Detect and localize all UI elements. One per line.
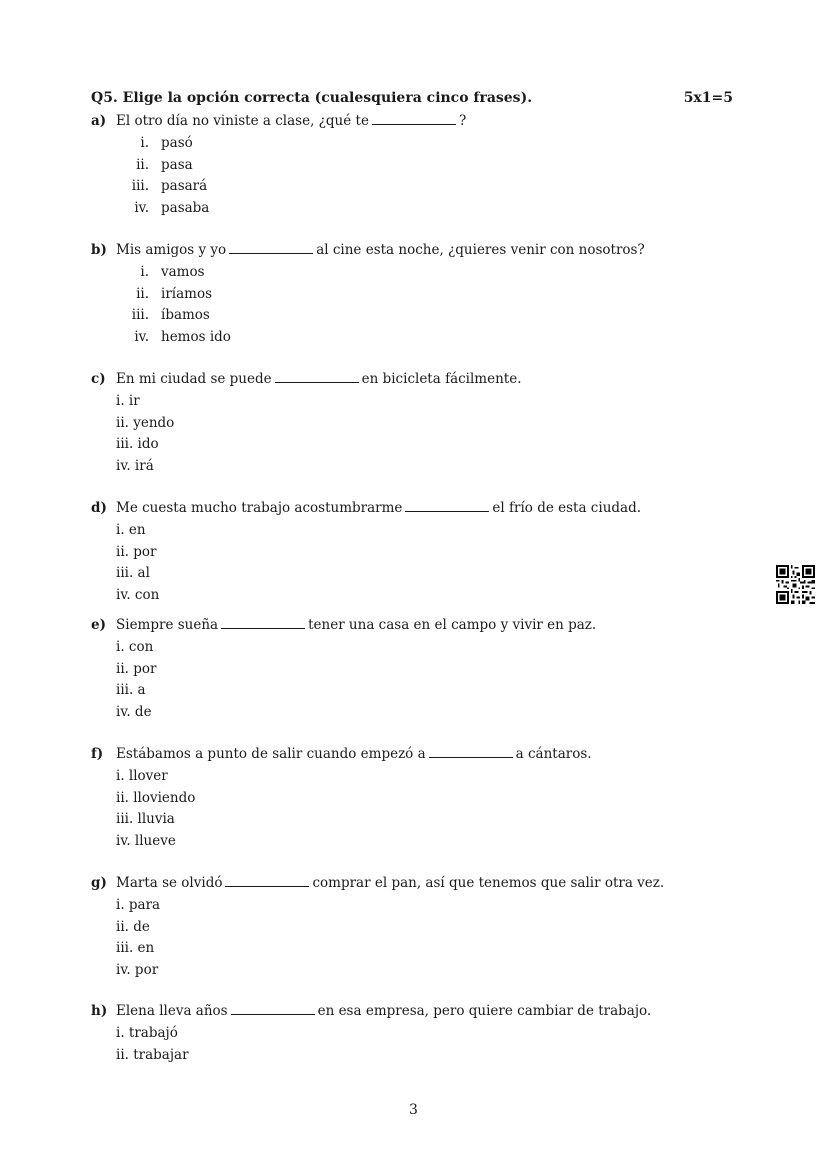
question-text: En mi ciudad se puede en bicicleta fácilmente. — [116, 371, 522, 387]
options-list — [91, 391, 174, 478]
option: iv. de — [116, 704, 152, 721]
options-list — [91, 1023, 189, 1066]
question-e — [91, 615, 597, 724]
page-number: 3 — [409, 1102, 418, 1118]
question-g — [91, 873, 665, 982]
option: ii. yendo — [116, 414, 175, 431]
question-letter: d) — [91, 500, 107, 516]
option: iv. irá — [116, 458, 154, 475]
question-text: Elena lleva años en esa empresa, pero quiere cambiar de trabajo. — [116, 1003, 652, 1019]
option: iii. a — [116, 682, 146, 699]
answer-blank — [231, 1001, 315, 1015]
question-letter: b) — [91, 242, 107, 258]
option: ii. pasa — [136, 156, 193, 173]
question-title: Q5. Elige la opción correcta (cualesquiera cinco frases). — [91, 90, 533, 106]
option: i. llover — [116, 768, 168, 784]
options-list — [91, 766, 195, 853]
option: iii. en — [116, 940, 155, 957]
options-list — [91, 520, 159, 607]
options-list — [91, 637, 156, 724]
answer-blank — [229, 240, 313, 254]
answer-blank — [429, 744, 513, 758]
question-letter: a) — [91, 113, 107, 129]
option: iv. hemos ido — [134, 329, 231, 346]
question-text: Me cuesta mucho trabajo acostumbrarme el frío de esta ciudad. — [116, 500, 642, 516]
option: i. en — [116, 522, 146, 538]
options-list — [91, 262, 231, 349]
option: ii. por — [116, 543, 157, 560]
question-h — [91, 1001, 652, 1066]
question-b — [91, 240, 645, 349]
question-letter: h) — [91, 1003, 108, 1019]
option: ii. iríamos — [136, 285, 212, 302]
question-text: Siempre sueña tener una casa en el campo y vivir en paz. — [116, 617, 597, 633]
option: ii. de — [116, 918, 150, 935]
question-f — [91, 744, 592, 853]
option: iii. ido — [116, 436, 159, 453]
answer-blank — [221, 615, 305, 629]
question-header — [91, 90, 733, 106]
option: iii. pasará — [131, 178, 208, 195]
option: i. trabajó — [116, 1025, 178, 1041]
option: iii. íbamos — [131, 307, 210, 324]
question-a — [91, 111, 467, 220]
question-marks: 5x1=5 — [683, 90, 733, 106]
options-list — [91, 895, 160, 982]
option: i. pasó — [140, 135, 193, 151]
question-letter: f) — [91, 746, 104, 762]
answer-blank — [405, 498, 489, 512]
answer-blank — [225, 873, 309, 887]
question-d — [91, 498, 642, 607]
option: ii. trabajar — [116, 1046, 189, 1063]
option: iii. lluvia — [116, 811, 175, 828]
question-c — [91, 369, 522, 478]
option: iv. con — [116, 587, 160, 604]
option: iii. al — [116, 565, 150, 582]
option: iv. llueve — [116, 833, 176, 850]
option: i. para — [116, 897, 161, 913]
option: ii. lloviendo — [116, 789, 196, 806]
question-letter: e) — [91, 617, 106, 633]
option: ii. por — [116, 660, 157, 677]
question-text: Marta se olvidó comprar el pan, así que tenemos que salir otra vez. — [116, 875, 665, 891]
option: i. con — [116, 639, 154, 655]
option: iv. pasaba — [134, 200, 210, 217]
question-text: El otro día no viniste a clase, ¿qué te ? — [116, 113, 467, 129]
answer-blank — [372, 111, 456, 125]
question-letter: g) — [91, 875, 107, 891]
option: i. vamos — [140, 264, 205, 280]
options-list — [91, 133, 209, 220]
option: i. ir — [116, 393, 140, 409]
question-letter: c) — [91, 371, 106, 387]
question-text: Mis amigos y yo al cine esta noche, ¿quieres venir con nosotros? — [116, 242, 645, 258]
qr-code-icon — [776, 565, 815, 604]
option: iv. por — [116, 962, 159, 979]
answer-blank — [275, 369, 359, 383]
question-text: Estábamos a punto de salir cuando empezó a a cántaros. — [116, 746, 592, 762]
